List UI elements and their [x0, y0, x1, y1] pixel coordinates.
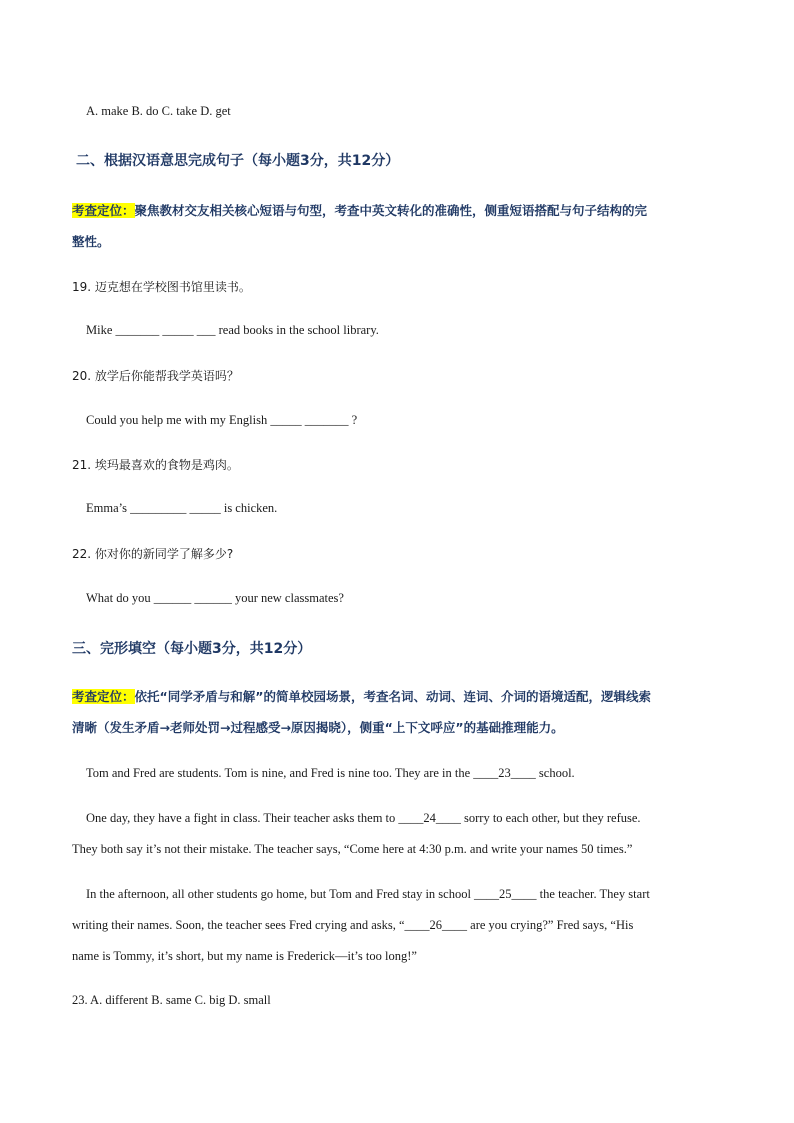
section2-focus-line1: 聚焦教材交友相关核心短语与句型，考查中英文转化的准确性，侧重短语搭配与句子结构的完 [134, 203, 648, 218]
passage-paragraph-2 [72, 803, 724, 865]
section2-focus [72, 195, 724, 257]
q19-chinese: 19. 迈克想在学校图书馆里读书。 [72, 280, 251, 294]
q19-english: Mike _______ _____ ___ read books in the school library. [86, 323, 379, 337]
passage-paragraph-1 [72, 758, 724, 789]
passage-p3-line2: writing their names. Soon, the teacher sees Fred crying and asks, “____26____ are you crying?” Fred says, “His [72, 918, 634, 932]
q22-english: What do you ______ ______ your new classmates? [86, 591, 344, 605]
passage-p3-line3: name is Tommy, it’s short, but my name is Frederick—it’s too long!” [72, 949, 417, 963]
section2-focus-line2: 整性。 [72, 234, 110, 249]
q20-chinese: 20. 放学后你能帮我学英语吗？ [72, 369, 239, 383]
q22-chinese: 22. 你对你的新同学了解多少? [72, 547, 234, 561]
passage-p1-text: Tom and Fred are students. Tom is nine, and Fred is nine too. They are in the ____23____ school. [86, 766, 575, 780]
q23-options: 23. A. different B. same C. big D. small [72, 993, 271, 1007]
passage-p3-line1: In the afternoon, all other students go home, but Tom and Fred stay in school ____25____ the teacher. They start [86, 887, 650, 901]
passage-p2-line1: One day, they have a fight in class. Their teacher asks them to ____24____ sorry to each other, but they refuse. [86, 811, 641, 825]
section3-focus-label: 考查定位： [72, 689, 135, 704]
section3-focus-line1: 依托“同学矛盾与和解”的简单校园场景，考查名词、动词、连词、介词的语境适配，逻辑线索 [134, 689, 651, 704]
section3-focus [72, 681, 724, 743]
q18-options: A. make B. do C. take D. get [86, 104, 231, 118]
section3-heading: 三、完形填空（每小题3分，共12分） [72, 641, 312, 657]
passage-paragraph-3 [72, 879, 724, 972]
q20-english: Could you help me with my English _____ _______ ? [86, 413, 358, 427]
section2-focus-label: 考查定位： [72, 203, 135, 218]
section2-heading: 二、根据汉语意思完成句子（每小题3分，共12分） [76, 153, 400, 169]
q21-english: Emma’s _________ _____ is chicken. [86, 501, 278, 515]
passage-p2-line2: They both say it’s not their mistake. The teacher says, “Come here at 4:30 p.m. and write your names 50 times.” [72, 842, 633, 856]
q21-chinese: 21. 埃玛最喜欢的食物是鸡肉。 [72, 458, 239, 472]
section3-focus-line2: 清晰（发生矛盾→老师处罚→过程感受→原因揭晓），侧重“上下文呼应”的基础推理能力。 [72, 720, 564, 735]
